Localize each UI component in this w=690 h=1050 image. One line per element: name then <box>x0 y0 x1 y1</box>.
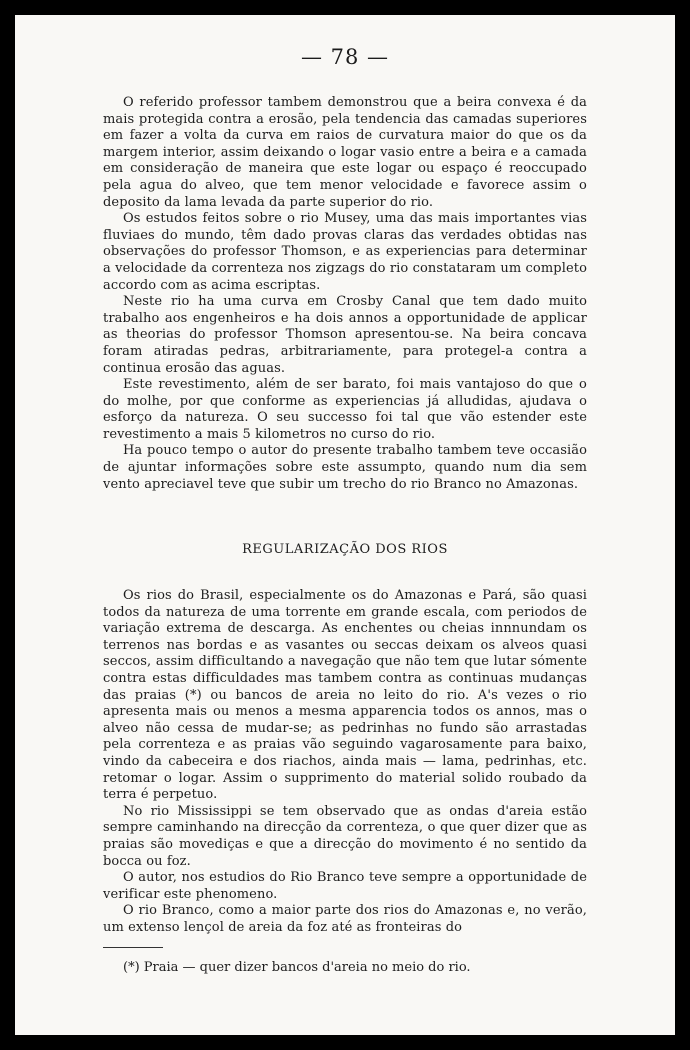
document-page <box>15 15 675 1035</box>
footnote-divider <box>103 947 163 948</box>
paragraph: O referido professor tambem demonstrou que a beira convexa é da mais protegida contra a erosão, pela tendencia das camadas superiores em fazer a volta da curva em raios de curvatura maior do que os da margem interior, assim deixando o logar vasio entre a beira e a camada em consideração de maneira que este logar ou espaço é reoccupado pela agua do alveo, que tem menor velocidade e favorece assim o deposito da lama levada da parte superior do rio. <box>103 95 587 210</box>
paragraph: Ha pouco tempo o autor do presente trabalho tambem teve occasião de ajuntar informações sobre este assumpto, quando num dia sem vento apreciavel teve que subir um trecho do rio Branco no Amazonas. <box>103 443 587 492</box>
body-text-after-heading <box>103 588 587 936</box>
page-number: — 78 — <box>300 45 390 69</box>
paragraph: O rio Branco, como a maior parte dos rios do Amazonas e, no verão, um extenso lençol de areia da foz até as fronteiras do <box>103 903 587 935</box>
body-text-before-heading <box>103 95 587 493</box>
footnote: (*) Praia — quer dizer bancos d'areia no meio do rio. <box>123 960 471 975</box>
paragraph: Neste rio ha uma curva em Crosby Canal que tem dado muito trabalho aos engenheiros e ha dois annos a opportunidade de applicar as theorias do professor Thomson apresentou-se. Na beira concava foram atiradas pedras, arbitrariamente, para protegel-a contra a continua erosão das aguas. <box>103 294 587 376</box>
paragraph: No rio Mississippi se tem observado que as ondas d'areia estão sempre caminhando na direcção da correnteza, o que quer dizer que as praias são movediças e que a direcção do movimento é no sentido da bocca ou foz. <box>103 803 587 869</box>
paragraph: Os rios do Brasil, especialmente os do Amazonas e Pará, são quasi todos da natureza de uma torrente em grande escala, com periodos de variação extrema de descarga. As enchentes ou cheias innnundam os terrenos nas bordas e as vasantes ou seccas deixam os alveos quasi seccos, assim difficultando a navegação que não tem que lutar sómente contra estas difficuldades mas tambem contra as continuas mudanças das praias (*) ou bancos de areia no leito do rio. A's vezes o rio apresenta mais ou menos a mesma apparencia todos os annos, mas o alveo não cessa de mudar-se; as pedrinhas no fundo são arrastadas pela correnteza e as praias vão seguindo vagarosamente para baixo, vindo da cabeceira e dos riachos, ainda mais — lama, pedrinhas, etc. retomar o logar. Assim o supprimento do material solido roubado da terra é perpetuo. <box>103 588 587 803</box>
paragraph: Este revestimento, além de ser barato, foi mais vantajoso do que o do molhe, por que conforme as experiencias já alludidas, ajudava o esforço da natureza. O seu successo foi tal que vão estender este revestimento a mais 5 kilometros no curso do rio. <box>103 377 587 442</box>
section-heading: REGULARIZAÇÃO DOS RIOS <box>242 542 448 557</box>
paragraph: Os estudos feitos sobre o rio Musey, uma das mais importantes vias fluviaes do mundo, têm dado provas claras das verdades obtidas nas observações do professor Thomson, e as experiencias para determinar a velocidade da correnteza nos zigzags do rio constataram um completo accordo com as acima escriptas. <box>103 211 587 293</box>
paragraph: O autor, nos estudios do Rio Branco teve sempre a opportunidade de verificar este phenomeno. <box>103 870 587 902</box>
